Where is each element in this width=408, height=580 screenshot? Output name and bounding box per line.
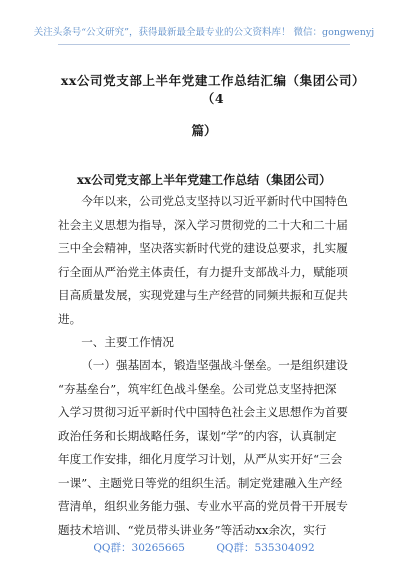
paragraph-line: 三中全会精神，坚决落实新时代党的建设总要求，扎实履 [58, 241, 348, 255]
paragraph-line: 社会主义思想为指导，深入学习贯彻党的二十大和二十届 [58, 217, 348, 232]
paragraph-line: 行全面从严治党主体责任，有力提升支部战斗力，赋能项 [58, 264, 348, 279]
footer-qq-group-2: QQ群：535304092 [216, 542, 315, 554]
paragraph-line: 一课”、主题党日等党的组织生活。制定党建融入生产经 [58, 475, 343, 490]
paragraph-line: 进。 [58, 311, 82, 326]
footer [0, 540, 408, 555]
paragraph-line: 目高质量发展，实现党建与生产经营的同频共振和互促共 [58, 288, 348, 302]
paragraph-line: “夯基垒台”，筑牢红色战斗堡垒。公司党总支坚持把深 [58, 381, 337, 396]
document-title: xx公司党支部上半年党建工作总结汇编（集团公司）（4 [60, 73, 366, 106]
section-heading [58, 331, 352, 355]
section-heading-text: 一、主要工作情况 [81, 335, 174, 349]
footer-qq-group-1: QQ群：30265665 [93, 542, 185, 554]
paragraph-line: 题技术培训、“党员带头讲业务”等活动xx余次，实行 [58, 522, 327, 537]
document-subtitle: xx公司党支部上半年党建工作总结（集团公司） [76, 173, 332, 187]
paragraph-line: 入学习贯彻习近平新时代中国特色社会主义思想作为首要 [58, 405, 348, 419]
section-paragraph [58, 354, 352, 542]
paragraph-line: （一）强基固本，锻造坚强战斗堡垒。一是组织建设 [81, 358, 348, 372]
paragraph-line: 年度工作安排，细化月度学习计划，从严从实开好“三会 [58, 452, 343, 466]
paragraph-line: 今年以来，公司党总支坚持以习近平新时代中国特色 [81, 194, 348, 208]
paragraph-line: 政治任务和长期战略任务，谋划“学”的内容，认真制定 [58, 428, 337, 443]
header-divider [58, 44, 350, 45]
header-banner: 关注头条号“公文研究”，获得最新最全最专业的公文资料库！ 微信：gongwenyj [33, 27, 375, 38]
intro-paragraph [58, 190, 352, 331]
paragraph-line: 营清单，组织业务能力强、专业水平高的党员骨干开展专 [58, 499, 348, 513]
document-title-continuation: 篇） [191, 123, 217, 138]
